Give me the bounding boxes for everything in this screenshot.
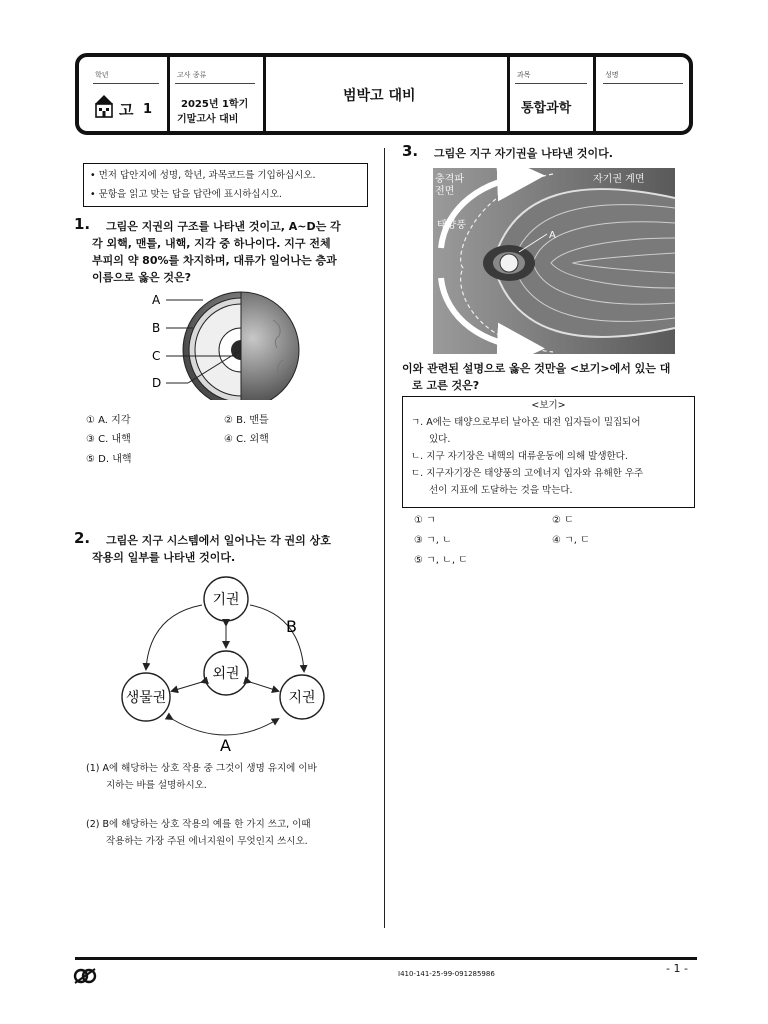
bogi-item-3-line-1: ㄷ. 지구자기장은 태양풍의 고에너지 입자와 유해한 우주 — [411, 468, 644, 479]
magnetosphere-figure — [433, 168, 675, 354]
earth-system-figure — [110, 575, 340, 755]
label-point-a: A — [549, 230, 556, 241]
q1-text — [92, 218, 372, 286]
q1-option-3[interactable]: ③ C. 내핵 — [86, 434, 131, 445]
bogi-item-1-line-1: ㄱ. A에는 태양으로부터 날아온 대전 입자들이 밀집되어 — [411, 417, 641, 428]
q2-sub-2-line-2: 작용하는 가장 주된 에너지원이 무엇인지 쓰시오. — [106, 836, 308, 847]
exam-name-line1: 2025년 1학기 — [181, 99, 249, 110]
q2-sub-2-line-1: (2) B에 해당하는 상호 작용의 예를 한 가지 쓰고, 이때 — [86, 819, 311, 830]
subject-label: 과목 — [517, 71, 531, 79]
sphere-external: 외권 — [212, 666, 240, 682]
fig-label-d: D — [152, 376, 162, 390]
exam-header — [75, 53, 693, 135]
footer-code: I410-141-25-99-091285986 — [398, 970, 495, 978]
notice-line-1: • 먼저 답안지에 성명, 학년, 과목코드를 기입하십시오. — [90, 170, 316, 181]
bogi-box — [402, 396, 695, 508]
column-divider — [384, 148, 385, 928]
q1-option-2[interactable]: ② B. 맨틀 — [224, 415, 269, 426]
q3-option-5[interactable]: ⑤ ㄱ, ㄴ, ㄷ — [414, 555, 468, 566]
sphere-atmosphere: 기권 — [212, 592, 240, 608]
q3-question-line-2: 로 고른 것은? — [412, 379, 480, 392]
earth-structure-figure — [148, 290, 308, 400]
q1-number: 1. — [74, 215, 91, 233]
bogi-item-2: ㄴ. 지구 자기장은 내핵의 대류운동에 의해 발생한다. — [411, 451, 628, 462]
q2-number: 2. — [74, 529, 91, 547]
page-number: - 1 - — [666, 962, 688, 975]
q1-text-line-3: 부피의 약 80%를 차지하며, 대류가 일어나는 층과 — [92, 254, 337, 267]
sphere-geosphere: 지권 — [288, 690, 316, 706]
q3-option-1[interactable]: ① ㄱ — [414, 515, 436, 526]
grade-label: 학년 — [95, 71, 109, 79]
q1-text-line-1: 그림은 지권의 구조를 나타낸 것이고, A~D는 각 — [106, 220, 341, 233]
q3-number: 3. — [402, 142, 419, 160]
grade-value: 고 — [119, 101, 134, 119]
name-cell — [593, 57, 689, 131]
grade-number: 1 — [143, 102, 153, 117]
q3-option-2[interactable]: ② ㄷ — [552, 515, 574, 526]
publisher-logo-icon — [72, 966, 98, 986]
q3-question-line-1: 이와 관련된 설명으로 옳은 것만을 <보기>에서 있는 대 — [402, 362, 671, 375]
fig-label-b: B — [152, 321, 161, 335]
q1-text-line-2: 각 외핵, 맨틀, 내핵, 지각 중 하나이다. 지구 전체 — [92, 237, 331, 250]
fig-label-a: A — [152, 293, 161, 307]
q1-option-4[interactable]: ④ C. 외핵 — [224, 434, 269, 445]
exam-type-label: 고사 종류 — [177, 71, 207, 79]
q2-sub-1-line-1: (1) A에 해당하는 상호 작용 중 그것이 생명 유지에 이바 — [86, 763, 317, 774]
q3-option-3[interactable]: ③ ㄱ, ㄴ — [414, 535, 452, 546]
q2-sub-1 — [86, 760, 376, 794]
title-cell — [263, 57, 510, 131]
label-bow-shock-2: 전면 — [435, 186, 455, 197]
label-magnetopause: 자기권 계면 — [593, 174, 645, 185]
fig-label-c: C — [152, 349, 161, 363]
q3-text: 그림은 지구 자기권을 나타낸 것이다. — [434, 147, 613, 160]
q3-question — [402, 360, 697, 394]
bogi-item-3-line-2: 선이 지표에 도달하는 것을 막는다. — [429, 485, 573, 496]
q2-text-line-2: 작용의 일부를 나타낸 것이다. — [92, 551, 236, 564]
q1-text-line-4: 이름으로 옳은 것은? — [92, 271, 192, 284]
subject-value: 통합과학 — [521, 101, 572, 116]
arrow-label-a: A — [220, 736, 231, 755]
q2-text-line-1: 그림은 지구 시스템에서 일어나는 각 권의 상호 — [106, 534, 331, 547]
exam-title: 범박고 대비 — [343, 88, 416, 104]
q2-sub-2 — [86, 816, 376, 850]
exam-type-cell — [167, 57, 266, 131]
bogi-item-1-line-2: 있다. — [429, 434, 451, 445]
label-solar-wind: 태양풍 — [437, 220, 466, 231]
q1-option-5[interactable]: ⑤ D. 내핵 — [86, 454, 132, 465]
bogi-title: <보기> — [531, 400, 566, 411]
q2-text — [92, 532, 372, 566]
notice-box — [83, 163, 368, 207]
q2-sub-1-line-2: 지하는 바를 설명하시오. — [106, 780, 207, 791]
notice-line-2: • 문항을 읽고 맞는 답을 답란에 표시하십시오. — [90, 189, 282, 200]
arrow-label-b: B — [286, 617, 297, 636]
name-label: 성명 — [605, 71, 619, 79]
subject-cell — [507, 57, 596, 131]
footer-rule — [75, 957, 697, 960]
label-bow-shock-1: 충격파 — [435, 174, 464, 185]
sphere-biosphere: 생물권 — [125, 690, 167, 706]
school-icon — [93, 93, 115, 119]
q1-option-1[interactable]: ① A. 지각 — [86, 415, 131, 426]
exam-name-line2: 기말고사 대비 — [177, 114, 239, 125]
q3-option-4[interactable]: ④ ㄱ, ㄷ — [552, 535, 590, 546]
grade-cell — [79, 57, 170, 131]
